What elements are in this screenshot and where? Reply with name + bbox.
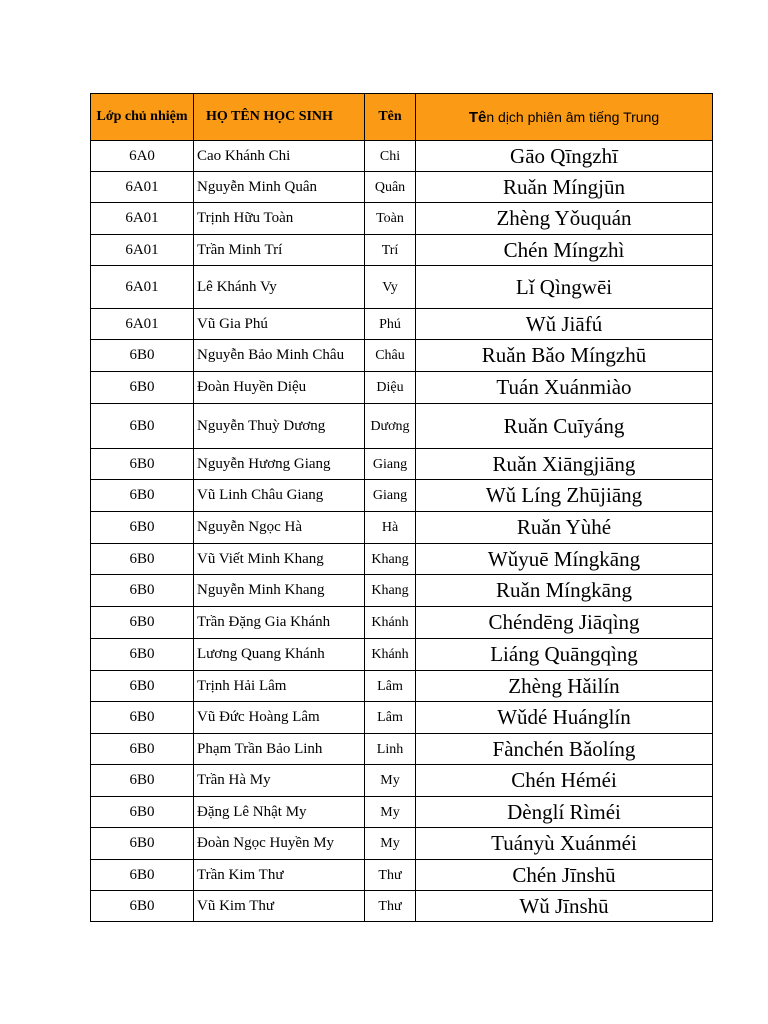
table-row: [91, 702, 713, 734]
class-cell: 6B0: [91, 765, 194, 797]
given-name-cell: Lâm: [365, 671, 416, 702]
table-row: [91, 512, 713, 544]
fullname-cell: Phạm Trần Bảo Linh: [194, 734, 365, 765]
given-name-cell: Thư: [365, 860, 416, 891]
class-cell: 6B0: [91, 404, 194, 449]
pinyin-cell: Chén Míngzhì: [416, 235, 713, 266]
class-cell: 6B0: [91, 860, 194, 891]
given-name-cell: Giang: [365, 480, 416, 512]
class-cell: 6A01: [91, 172, 194, 203]
fullname-cell: Trịnh Hải Lâm: [194, 671, 365, 702]
class-cell: 6B0: [91, 340, 194, 372]
table-row: [91, 607, 713, 639]
table-row: [91, 340, 713, 372]
fullname-cell: Nguyễn Bảo Minh Châu: [194, 340, 365, 372]
table-row: [91, 828, 713, 860]
given-name-cell: Hà: [365, 512, 416, 544]
pinyin-cell: Wǔyuē Míngkāng: [416, 544, 713, 575]
given-name-cell: My: [365, 765, 416, 797]
pinyin-cell: Wǔ Jīnshū: [416, 891, 713, 922]
pinyin-cell: Lǐ Qìngwēi: [416, 266, 713, 309]
table-row: [91, 734, 713, 765]
pinyin-cell: Fànchén Bǎolíng: [416, 734, 713, 765]
class-cell: 6B0: [91, 607, 194, 639]
table-row: [91, 575, 713, 607]
pinyin-cell: Tuányù Xuánméi: [416, 828, 713, 860]
class-cell: 6A01: [91, 309, 194, 340]
table-row: [91, 172, 713, 203]
pinyin-cell: Ruǎn Míngkāng: [416, 575, 713, 607]
class-cell: 6B0: [91, 828, 194, 860]
given-name-cell: Diệu: [365, 372, 416, 404]
pinyin-cell: Tuán Xuánmiào: [416, 372, 713, 404]
class-cell: 6B0: [91, 449, 194, 480]
table-row: [91, 309, 713, 340]
table-row: [91, 266, 713, 309]
table-header-row: [91, 94, 713, 141]
pinyin-cell: Ruǎn Bǎo Míngzhū: [416, 340, 713, 372]
table-row: [91, 860, 713, 891]
class-cell: 6B0: [91, 575, 194, 607]
table-row: [91, 891, 713, 922]
given-name-cell: Trí: [365, 235, 416, 266]
given-name-cell: My: [365, 797, 416, 828]
class-cell: 6B0: [91, 512, 194, 544]
header-pinyin-rest: n dịch phiên âm tiếng Trung: [486, 108, 660, 125]
given-name-cell: Châu: [365, 340, 416, 372]
fullname-cell: Trịnh Hữu Toàn: [194, 203, 365, 235]
fullname-cell: Đoàn Huyền Diệu: [194, 372, 365, 404]
given-name-cell: Khang: [365, 575, 416, 607]
fullname-cell: Cao Khánh Chi: [194, 141, 365, 172]
fullname-cell: Vũ Gia Phú: [194, 309, 365, 340]
fullname-cell: Trần Đặng Gia Khánh: [194, 607, 365, 639]
pinyin-cell: Liáng Quāngqìng: [416, 639, 713, 671]
table-row: [91, 765, 713, 797]
fullname-cell: Trần Minh Trí: [194, 235, 365, 266]
table-row: [91, 372, 713, 404]
class-cell: 6A0: [91, 141, 194, 172]
table-row: [91, 639, 713, 671]
fullname-cell: Vũ Đức Hoàng Lâm: [194, 702, 365, 734]
header-pinyin: [416, 94, 713, 141]
fullname-cell: Trần Kim Thư: [194, 860, 365, 891]
fullname-cell: Lê Khánh Vy: [194, 266, 365, 309]
pinyin-cell: Chén Jīnshū: [416, 860, 713, 891]
given-name-cell: Giang: [365, 449, 416, 480]
table-row: [91, 449, 713, 480]
given-name-cell: Khánh: [365, 607, 416, 639]
fullname-cell: Đoàn Ngọc Huyền My: [194, 828, 365, 860]
given-name-cell: Khang: [365, 544, 416, 575]
given-name-cell: Phú: [365, 309, 416, 340]
fullname-cell: Nguyễn Minh Khang: [194, 575, 365, 607]
class-cell: 6B0: [91, 544, 194, 575]
table-row: [91, 141, 713, 172]
given-name-cell: Linh: [365, 734, 416, 765]
fullname-cell: Nguyễn Minh Quân: [194, 172, 365, 203]
class-cell: 6A01: [91, 235, 194, 266]
table-row: [91, 480, 713, 512]
given-name-cell: Quân: [365, 172, 416, 203]
pinyin-cell: Gāo Qīngzhī: [416, 141, 713, 172]
given-name-cell: My: [365, 828, 416, 860]
fullname-cell: Đặng Lê Nhật My: [194, 797, 365, 828]
pinyin-cell: Zhèng Hǎilín: [416, 671, 713, 702]
pinyin-cell: Ruǎn Xiāngjiāng: [416, 449, 713, 480]
pinyin-cell: Chéndēng Jiāqìng: [416, 607, 713, 639]
table-row: [91, 235, 713, 266]
table-row: [91, 544, 713, 575]
pinyin-cell: Ruǎn Yùhé: [416, 512, 713, 544]
class-cell: 6B0: [91, 480, 194, 512]
header-given-name: Tên: [365, 94, 416, 141]
given-name-cell: Dương: [365, 404, 416, 449]
pinyin-cell: Ruǎn Cuīyáng: [416, 404, 713, 449]
pinyin-cell: Zhèng Yǒuquán: [416, 203, 713, 235]
fullname-cell: Nguyễn Hương Giang: [194, 449, 365, 480]
given-name-cell: Vy: [365, 266, 416, 309]
pinyin-cell: Ruǎn Míngjūn: [416, 172, 713, 203]
header-pinyin-prefix: Tê: [468, 108, 487, 126]
pinyin-cell: Wǔ Líng Zhūjiāng: [416, 480, 713, 512]
class-cell: 6B0: [91, 734, 194, 765]
given-name-cell: Khánh: [365, 639, 416, 671]
header-fullname: HỌ TÊN HỌC SINH: [194, 94, 365, 141]
class-cell: 6B0: [91, 797, 194, 828]
fullname-cell: Vũ Linh Châu Giang: [194, 480, 365, 512]
fullname-cell: Vũ Viết Minh Khang: [194, 544, 365, 575]
given-name-cell: Thư: [365, 891, 416, 922]
class-cell: 6B0: [91, 639, 194, 671]
fullname-cell: Trần Hà My: [194, 765, 365, 797]
pinyin-cell: Dènglí Rìméi: [416, 797, 713, 828]
pinyin-cell: Wǔdé Huánglín: [416, 702, 713, 734]
class-cell: 6B0: [91, 702, 194, 734]
header-class: Lớp chủ nhiệm: [91, 94, 194, 141]
pinyin-cell: Wǔ Jiāfú: [416, 309, 713, 340]
table-row: [91, 203, 713, 235]
table-row: [91, 404, 713, 449]
class-cell: 6B0: [91, 671, 194, 702]
class-cell: 6B0: [91, 372, 194, 404]
given-name-cell: Chi: [365, 141, 416, 172]
student-name-table: [90, 93, 713, 922]
given-name-cell: Lâm: [365, 702, 416, 734]
class-cell: 6B0: [91, 891, 194, 922]
given-name-cell: Toàn: [365, 203, 416, 235]
table-body: [91, 141, 713, 922]
fullname-cell: Nguyễn Thuỳ Dương: [194, 404, 365, 449]
fullname-cell: Vũ Kim Thư: [194, 891, 365, 922]
class-cell: 6A01: [91, 203, 194, 235]
table-row: [91, 671, 713, 702]
pinyin-cell: Chén Héméi: [416, 765, 713, 797]
fullname-cell: Lương Quang Khánh: [194, 639, 365, 671]
table-row: [91, 797, 713, 828]
fullname-cell: Nguyễn Ngọc Hà: [194, 512, 365, 544]
class-cell: 6A01: [91, 266, 194, 309]
